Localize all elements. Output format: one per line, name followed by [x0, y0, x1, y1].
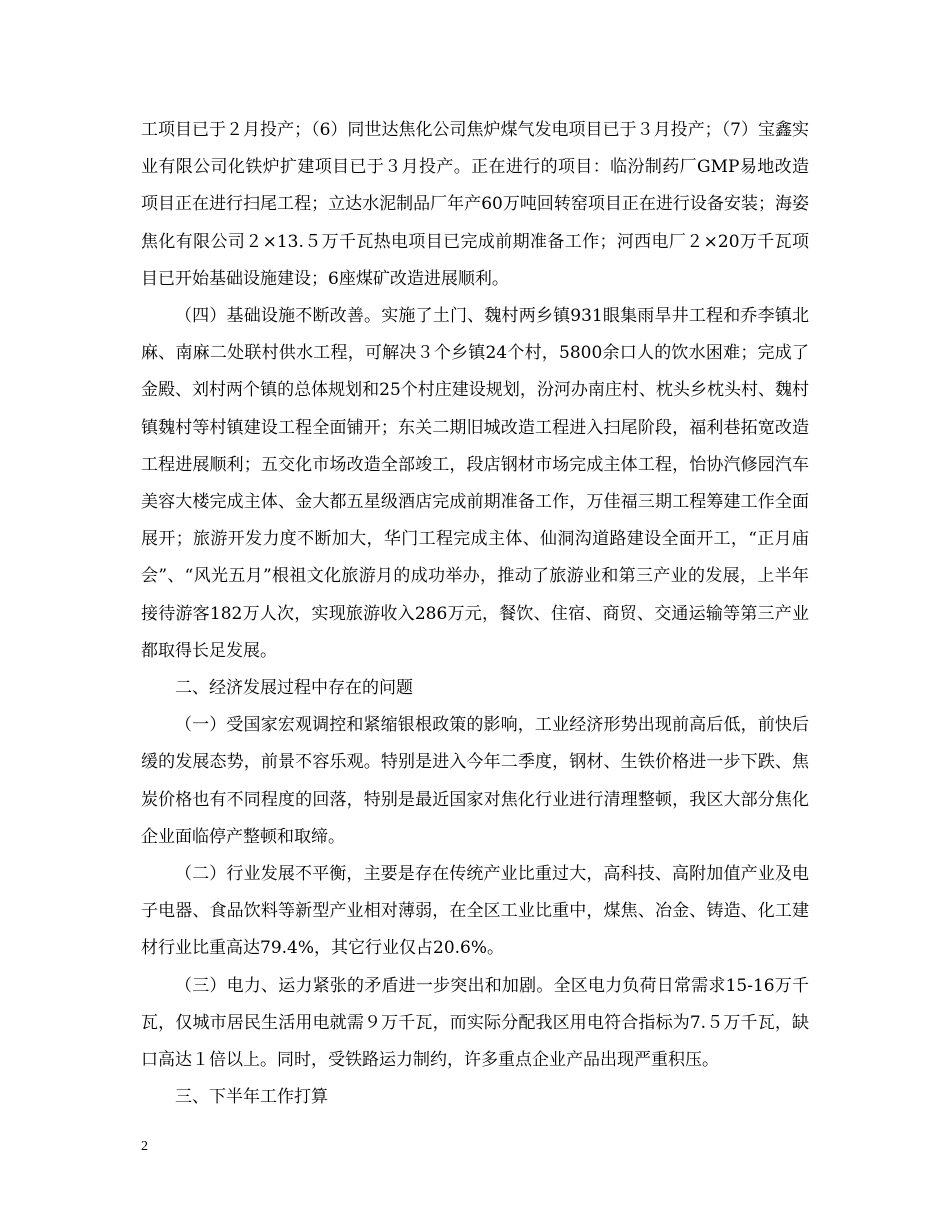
paragraph-problem-one: （一）受国家宏观调控和紧缩银根政策的影响，工业经济形势出现前高后低，前快后缓的发展态势，前景不容乐观。特别是进入今年二季度，钢材、生铁价格进一步下跌、焦炭价格也有不同程度的回落，特别是最近国家对焦化行业进行清理整顿，我区大部分焦化企业面临停产整顿和取缔。: [141, 715, 809, 847]
page-number: 2: [141, 1139, 148, 1154]
paragraph-infrastructure: （四）基础设施不断改善。实施了土门、魏村两乡镇931眼集雨旱井工程和乔李镇北麻、南麻二处联村供水工程，可解决３个乡镇24个村，5800余口人的饮水困难；完成了金殿、刘村两个镇的总体规划和25个村庄建设规划，汾河办南庄村、枕头乡枕头村、魏村镇魏村等村镇建设工程全面铺开；东关二期旧城改造工程进入扫尾阶段，福利巷拓宽改造工程进展顺利；五交化市场改造全部竣工，段店钢材市场完成主体工程，怡协汽修园汽车美容大楼完成主体、金大都五星级酒店完成前期准备工作，万佳福三期工程筹建工作全面展开；旅游开发力度不断加大，华门工程完成主体、仙洞沟道路建设全面开工，“正月庙会”、“风光五月”根祖文化旅游月的成功举办，推动了旅游业和第三产业的发展，上半年接待游客182万人次，实现旅游收入286万元，餐饮、住宿、商贸、交通运输等第三产业都取得长足发展。: [141, 306, 809, 661]
document-body: [141, 112, 809, 1116]
paragraph-problem-two: （二）行业发展不平衡，主要是存在传统产业比重过大，高科技、高附加值产业及电子电器、食品饮料等新型产业相对薄弱，在全区工业比重中，煤焦、冶金、铸造、化工建材行业比重高达79.4%，其它行业仅占20.6%。: [141, 864, 809, 959]
section-heading-problems: 二、经济发展过程中存在的问题: [175, 678, 413, 699]
paragraph-problem-three: （三）电力、运力紧张的矛盾进一步突出和加剧。全区电力负荷日常需求15-16万千瓦，仅城市居民生活用电就需９万千瓦，而实际分配我区用电符合指标为7.５万千瓦，缺口高达１倍以上。同时，受铁路运力制约，许多重点企业产品出现严重积压。: [141, 975, 809, 1071]
section-heading-plans: 三、下半年工作打算: [175, 1087, 328, 1108]
paragraph-projects-continued: 工项目已于２月投产；（6）同世达焦化公司焦炉煤气发电项目已于３月投产；（7）宝鑫实业有限公司化铁炉扩建项目已于３月投产。正在进行的项目：临汾制药厂GMP易地改造项目正在进行扫尾工程；立达水泥制品厂年产60万吨回转窑项目正在进行设备安装；海姿焦化有限公司２×13.５万千瓦热电项目已完成前期准备工作；河西电厂２×20万千瓦项目已开始基础设施建设；6座煤矿改造进展顺利。: [141, 120, 809, 289]
